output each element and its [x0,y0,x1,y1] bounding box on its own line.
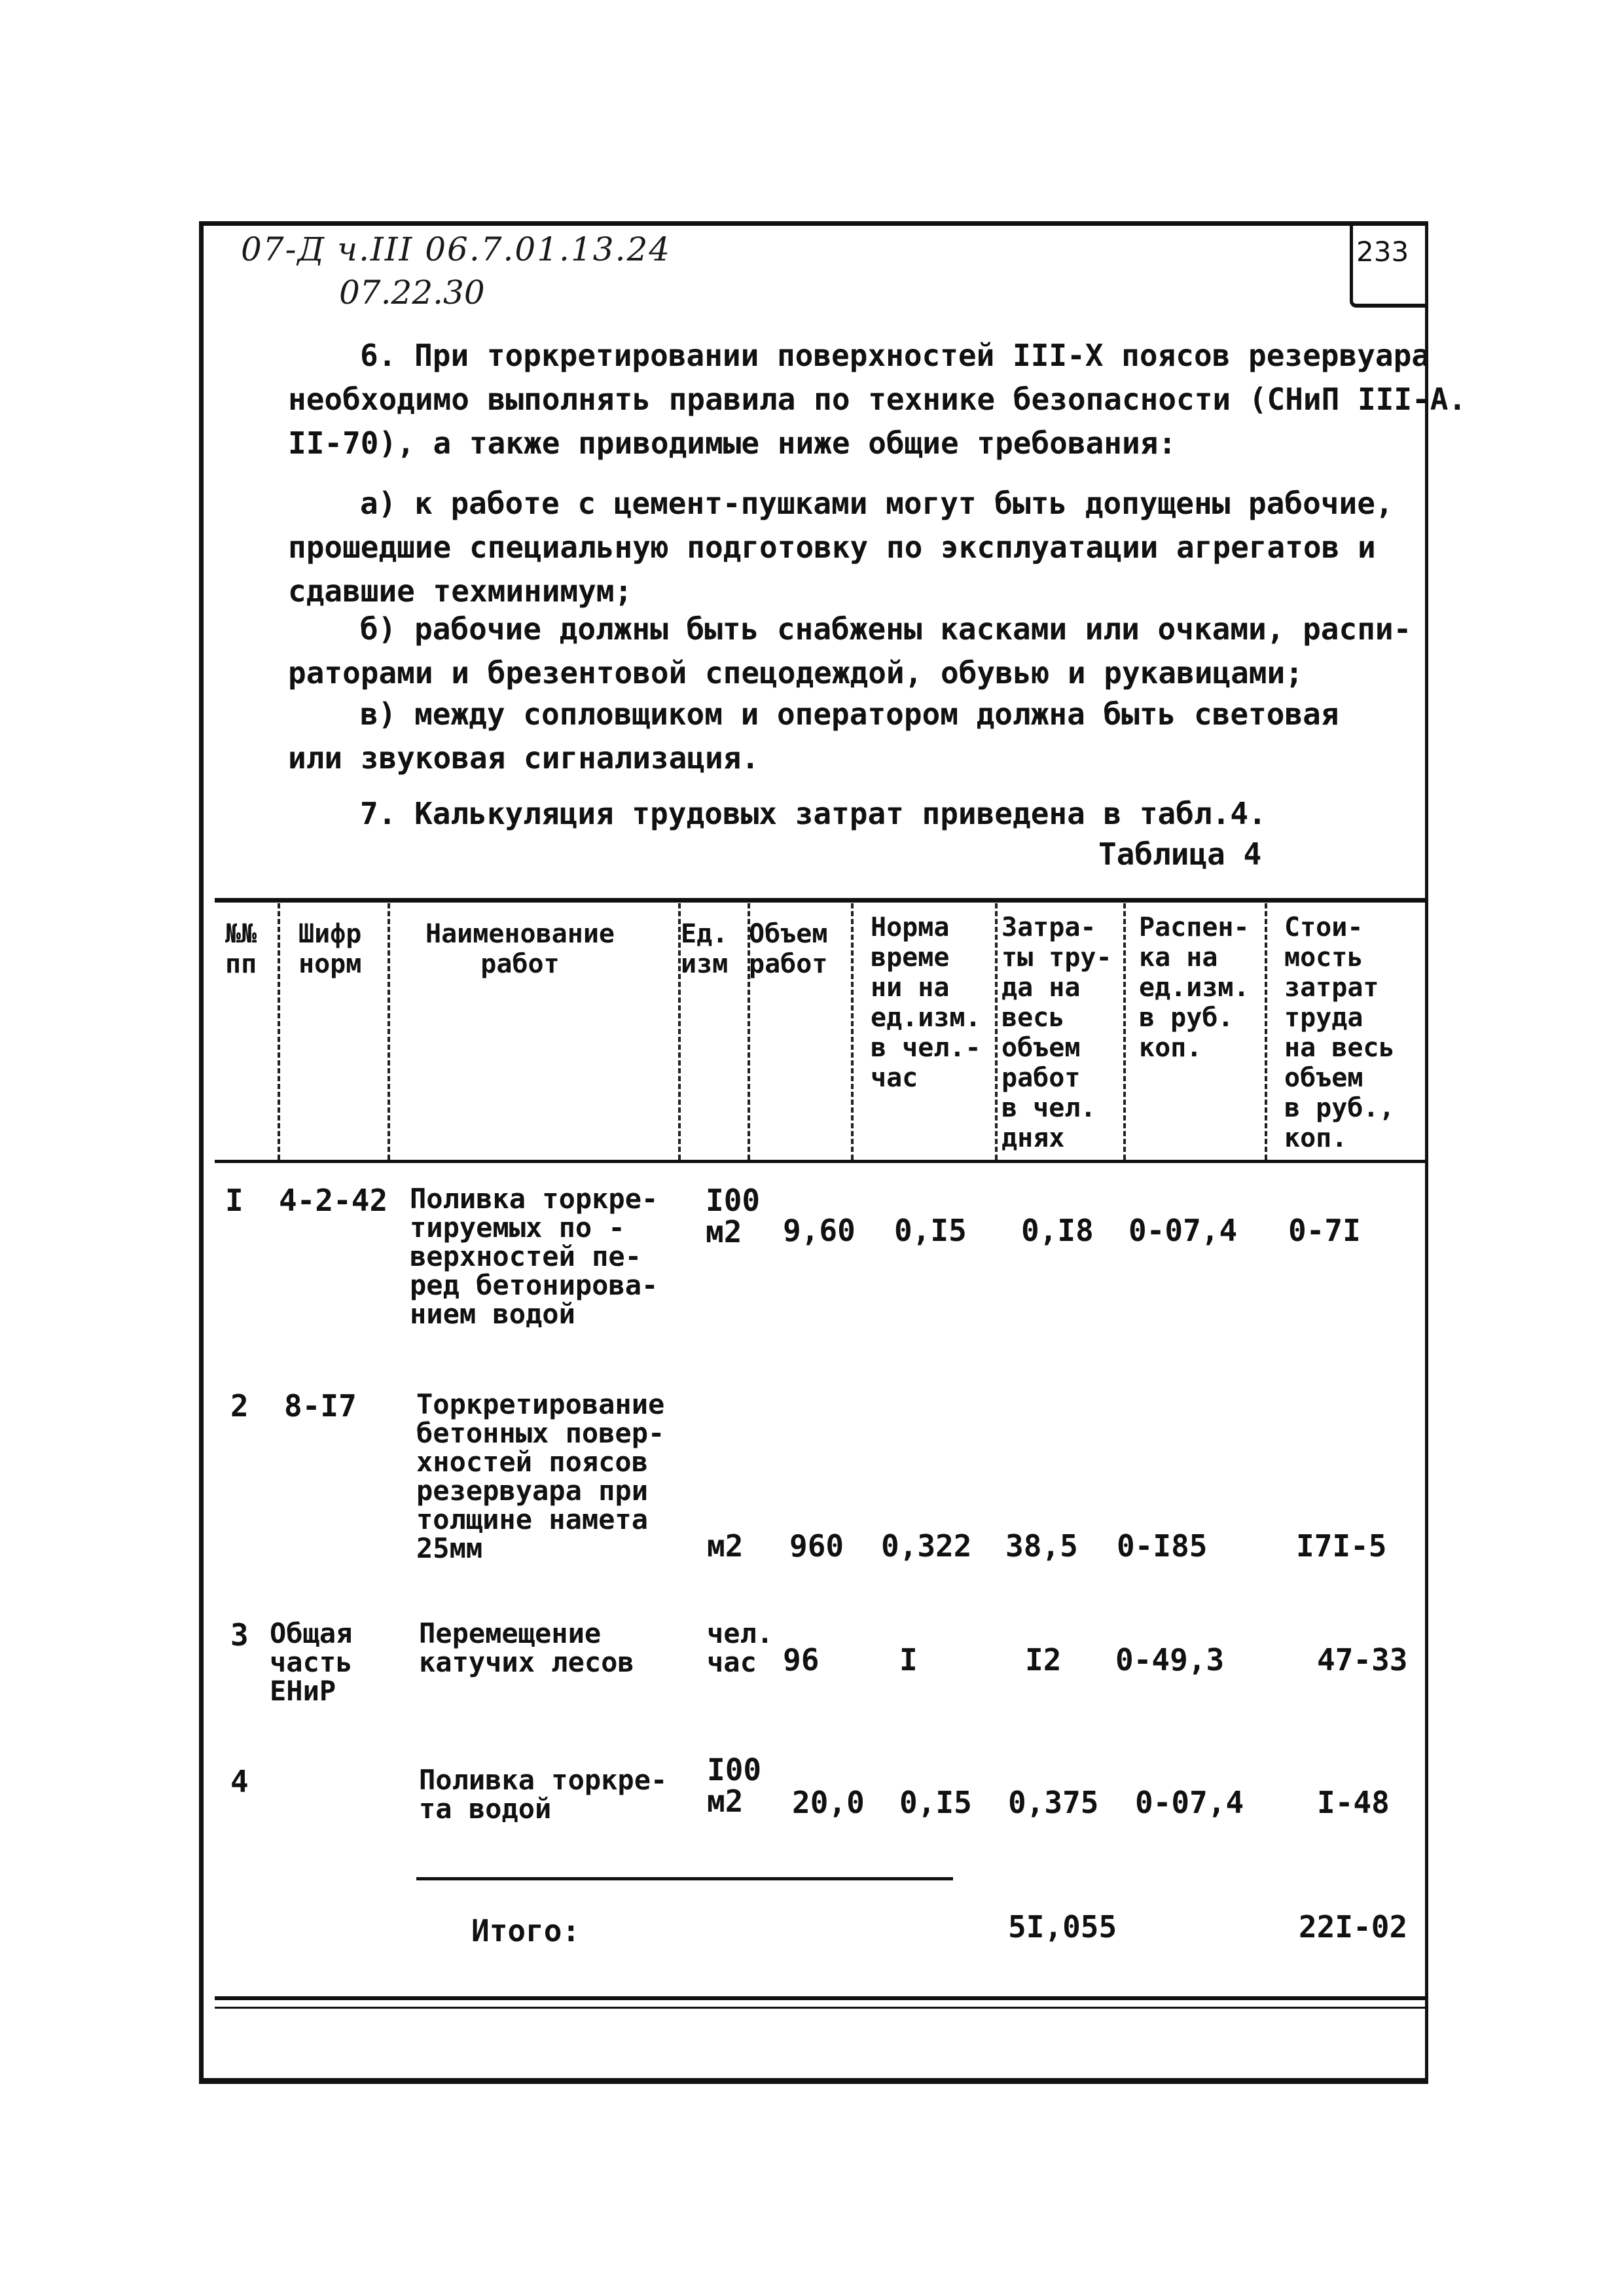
paragraph-line: сдавшие техминимум; [288,573,633,609]
table-cell-volume: 960 [789,1528,844,1564]
header-name: Наименование работ [425,919,615,979]
table-cell-name: Торкретирование бетонных повер- хностей поясов резервуара при толщине намета 25мм [416,1388,665,1564]
table-cell-num: 2 [230,1388,249,1424]
table-cell-unit: чел. час [707,1617,774,1678]
table-caption: Таблица 4 [1098,836,1262,872]
table-cell-norm: I [899,1642,918,1677]
table-cell-unit: м2 [707,1528,744,1564]
table-cell-rate: 0-I85 [1117,1528,1208,1564]
table-cell-num: I [225,1183,244,1218]
paragraph-c [288,692,1401,780]
paragraph-b [288,607,1412,695]
document-code-line1: 07-Д ч.III 06.7.01.13.24 [241,230,672,268]
header-volume: Объем работ [749,919,828,979]
table-cell-cost: I7I-5 [1296,1528,1387,1564]
table-bottom-rule [215,1996,1427,2000]
table-cell-labor: 0,I8 [1021,1213,1094,1248]
table-cell-labor: 38,5 [1005,1528,1078,1564]
paragraph-line: II-70), а также приводимые ниже общие требования: [288,425,1177,461]
total-labor: 5I,055 [1008,1909,1117,1945]
table-cell-rate: 0-07,4 [1135,1785,1244,1820]
paragraph-line: необходимо выполнять правила по технике безопасности (СНиП III-А. [288,382,1467,417]
paragraph-line: или звуковая сигнализация. [288,740,760,776]
column-divider [1265,903,1267,1160]
header-rate: Распен- ка на ед.изм. в руб. коп. [1139,912,1250,1063]
table-cell-volume: 9,60 [783,1213,856,1248]
paragraph-a [288,482,1401,613]
paragraph-line: в) между сопловщиком и оператором должна быть световая [360,696,1339,732]
table-cell-num: 3 [230,1617,249,1653]
paragraph-7 [288,792,1401,836]
header-labor: Затра- ты тру- да на весь объем работ в чел. днях [1001,912,1112,1153]
header-cost: Стои- мость затрат труда на весь объем в руб., коп. [1284,912,1395,1153]
table-cell-norm: 0,I5 [894,1213,967,1248]
table-cell-name: Поливка торкре- тируемых по - верхностей пе- ред бетонирова- нием водой [410,1183,659,1330]
total-separator [416,1877,953,1880]
column-divider [278,903,280,1160]
paragraph-line: 6. При торкретировании поверхностей III-X поясов резервуара [360,338,1430,373]
header-unit: Ед. изм [681,919,729,979]
table-cell-unit: I00 м2 [706,1183,761,1249]
paragraph-line: раторами и брезентовой спецодеждой, обувью и рукавицами; [288,655,1303,691]
table-cell-labor: 0,375 [1008,1785,1099,1820]
table-cell-norm: 0,I5 [899,1785,972,1820]
header-norm: Норма време ни на ед.изм. в чел.- час [871,912,981,1093]
paragraph-line: б) рабочие должны быть снабжены касками или очками, распи- [360,611,1412,647]
paragraph-line: прошедшие специальную подготовку по эксплуатации агрегатов и [288,529,1376,565]
table-top-rule [215,898,1427,903]
table-cell-unit: I00 м2 [707,1752,762,1819]
table-cell-volume: 20,0 [792,1785,865,1820]
total-cost: 22I-02 [1299,1909,1408,1945]
table-cell-num: 4 [230,1764,249,1799]
table-cell-cost: 0-7I [1288,1213,1361,1248]
table-cell-rate: 0-07,4 [1128,1213,1238,1248]
table-cell-code: 4-2-42 [279,1183,388,1218]
paragraph-6 [288,334,1467,465]
table-cell-norm: 0,322 [881,1528,972,1564]
table-cell-cost: 47-33 [1317,1642,1408,1677]
table-cell-code: Общая часть ЕНиР [270,1617,353,1707]
column-divider [388,903,390,1160]
column-divider [995,903,998,1160]
document-code-line2: 07.22.30 [339,274,485,312]
table-cell-cost: I-48 [1317,1785,1390,1820]
table-cell-code: 8-I7 [284,1388,357,1424]
column-divider [851,903,854,1160]
table-bottom-rule-inner [215,2007,1427,2009]
table-cell-name: Поливка торкре- та водой [419,1764,668,1825]
table-header-rule [215,1160,1427,1163]
paragraph-line: а) к работе с цемент-пушками могут быть допущены рабочие, [360,486,1394,521]
header-code: Шифр норм [298,919,362,979]
column-divider [1123,903,1126,1160]
paragraph-line: 7. Калькуляция трудовых затрат приведена в табл.4. [360,796,1267,831]
page-number: 233 [1356,236,1409,268]
table-cell-name: Перемещение катучих лесов [419,1617,634,1678]
header-num: №№ пп [225,919,257,979]
table-cell-volume: 96 [783,1642,820,1677]
table-cell-rate: 0-49,3 [1115,1642,1225,1677]
total-label: Итого: [471,1913,581,1948]
table-cell-labor: I2 [1025,1642,1062,1677]
